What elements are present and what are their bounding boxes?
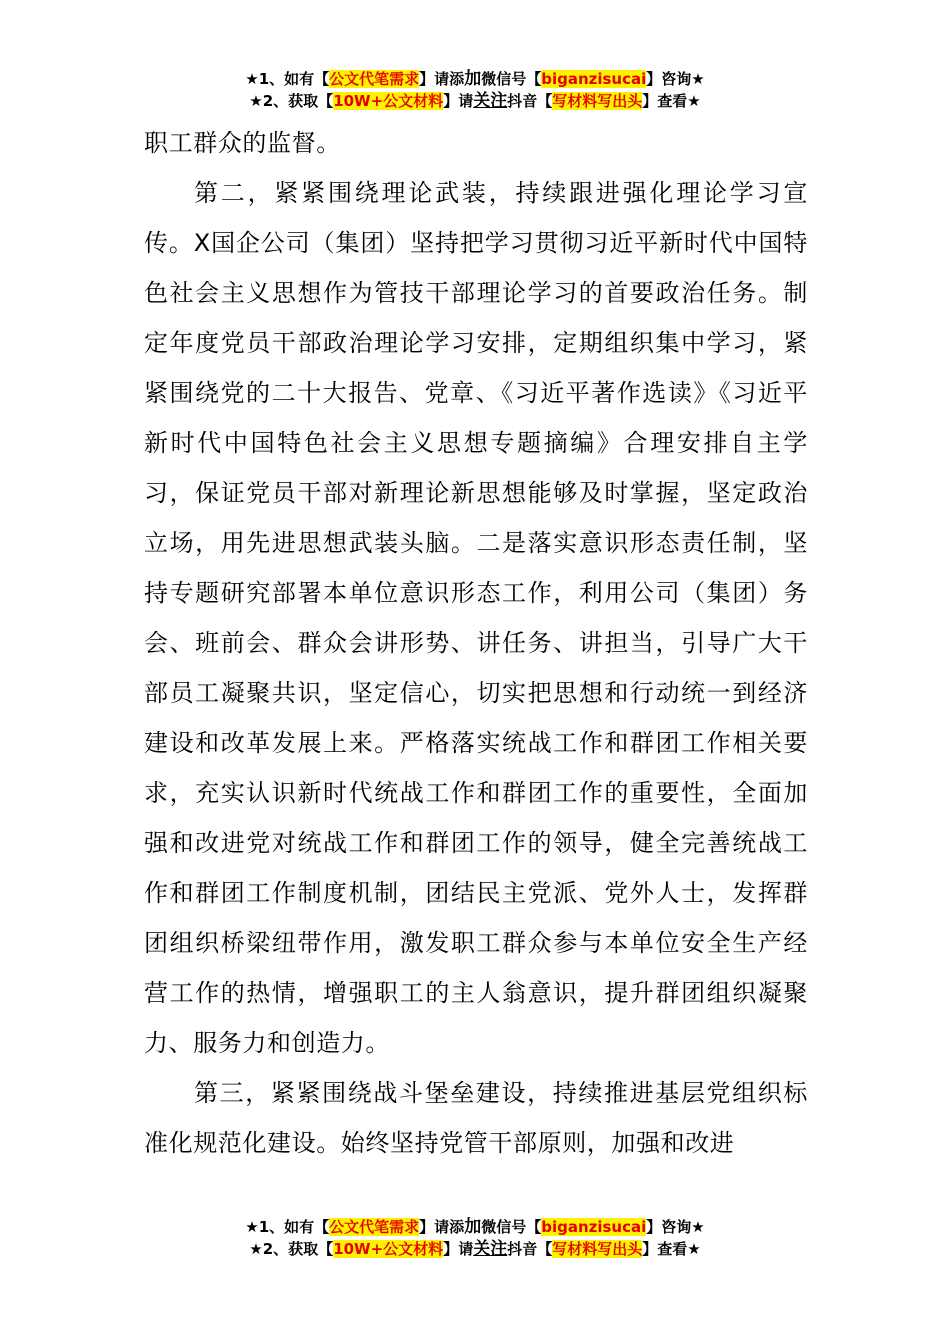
highlight-service: 公文代笔需求: [329, 70, 420, 88]
paragraph-second: 第二，紧紧围绕理论武装，持续跟进强化理论学习宣传。X国企公司（集团）坚持把学习贯彻习近平新时代中国特色社会主义思想作为管技干部理论学习的首要政治任务。制定年度党员干部政治理论学习安排，定期组织集中学习，紧紧围绕党的二十大报告、党章、《习近平著作选读》《习近平新时代中国特色社会主义思想专题摘编》合理安排自主学习，保证党员干部对新理论新思想能够及时掌握，坚定政治立场，用先进思想武装头脑。二是落实意识形态责任制，坚持专题研究部署本单位意识形态工作，利用公司（集团）务会、班前会、群众会讲形势、讲任务、讲担当，引导广大干部员工凝聚共识，坚定信心，切实把思想和行动统一到经济建设和改革发展上来。严格落实统战工作和群团工作相关要求，充实认识新时代统战工作和群团工作的重要性，全面加强和改进党对统战工作和群团工作的领导，健全完善统战工作和群团工作制度机制，团结民主党派、党外人士，发挥群团组织桥梁纽带作用，激发职工群众参与本单位安全生产经营工作的热情，增强职工的主人翁意识，提升群团组织凝聚力、服务力和创造力。: [144, 179, 808, 1057]
paragraph-third: 第三，紧紧围绕战斗堡垒建设，持续推进基层党组织标准化规范化建设。始终坚持党管干部原则，加强和改进: [144, 1079, 808, 1157]
promo-line-1: ★1、如有【公文代笔需求】请添加微信号【biganzisucai】咨询★: [245, 1217, 705, 1237]
star-icon: ★: [687, 1240, 701, 1258]
highlight-douyin-id: 写材料写出头: [552, 1240, 643, 1258]
promo-line-1: ★1、如有【公文代笔需求】请添加微信号【biganzisucai】咨询★: [245, 69, 705, 89]
highlight-materials: 10W+公文材料: [333, 92, 444, 110]
highlight-wechat-id: biganzisucai: [541, 70, 647, 88]
star-icon: ★: [245, 1218, 259, 1236]
highlight-materials: 10W+公文材料: [333, 1240, 444, 1258]
paragraph-continuation: 职工群众的监督。: [144, 129, 341, 157]
star-icon: ★: [687, 92, 701, 110]
highlight-service: 公文代笔需求: [329, 1218, 420, 1236]
promo-line-2: ★2、获取【10W+公文材料】请关注抖音【写材料写出头】查看★: [249, 1239, 701, 1259]
promo-banner-top: [0, 68, 950, 112]
document-body: [144, 118, 808, 1168]
star-icon: ★: [691, 1218, 705, 1236]
star-icon: ★: [249, 1240, 263, 1258]
highlight-wechat-id: biganzisucai: [541, 1218, 647, 1236]
star-icon: ★: [249, 92, 263, 110]
promo-banner-bottom: [0, 1216, 950, 1260]
highlight-douyin-id: 写材料写出头: [552, 92, 643, 110]
star-icon: ★: [245, 70, 259, 88]
promo-line-2: ★2、获取【10W+公文材料】请关注抖音【写材料写出头】查看★: [249, 91, 701, 111]
star-icon: ★: [691, 70, 705, 88]
